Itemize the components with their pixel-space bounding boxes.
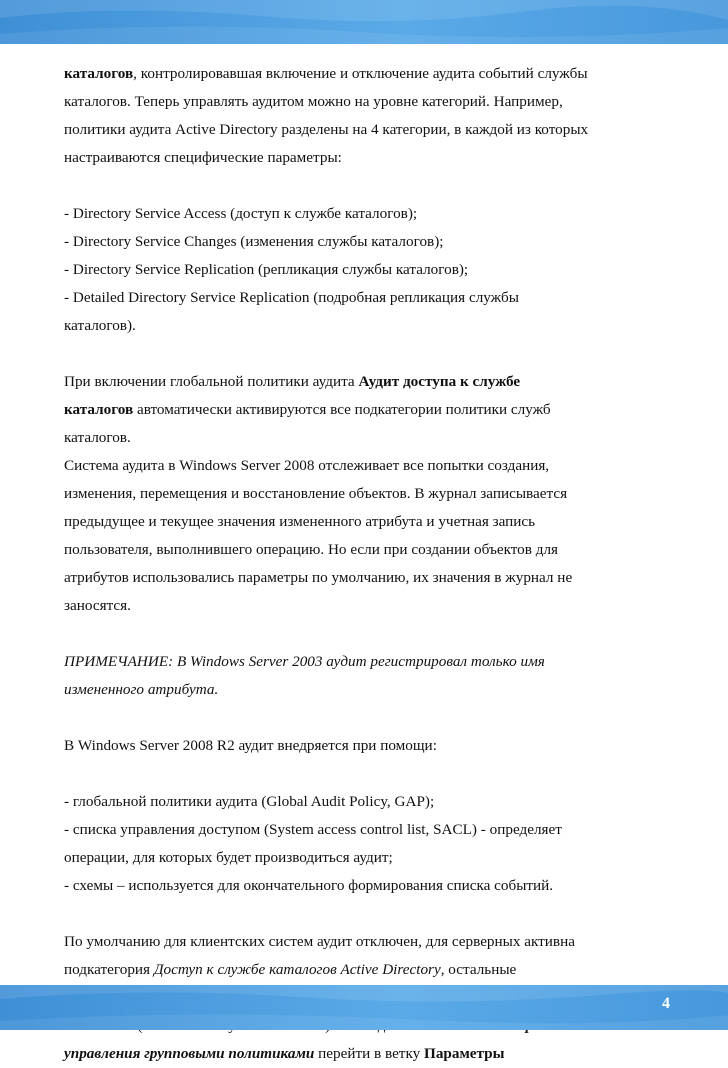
paragraph-line: каталогов, контролировавшая включение и отключение аудита событий службы [64,65,588,82]
footer-wave-decoration [0,985,728,1030]
category-item: - Detailed Directory Service Replication (подробная репликация службы [64,289,519,306]
paragraph-line: По умолчанию для клиентских систем аудит отключен, для серверных активна [64,933,575,950]
paragraph-line: настраиваются специфические параметры: [64,149,342,166]
list-item: - схемы – используется для окончательного формирования списка событий. [64,877,554,894]
category-item: каталогов). [64,317,136,334]
paragraph-line: В Windows Server 2008 R2 аудит внедряется при помощи: [64,737,437,754]
category-item: - Directory Service Changes (изменения службы каталогов); [64,233,444,250]
paragraph-line: политики аудита Active Directory разделены на 4 категории, в каждой из которых [64,121,589,138]
paragraph-line: управления групповыми политиками перейти в ветку Параметры [64,1045,505,1062]
list-item: операции, для которых будет производиться аудит; [64,849,393,866]
page-number: 4 [662,995,670,1012]
list-item: - глобальной политики аудита (Global Audit Policy, GAP); [64,793,435,810]
paragraph-line: атрибутов использовались параметры по умолчанию, их значения в журнал не [64,569,573,586]
category-item: - Directory Service Access (доступ к службе каталогов); [64,205,418,222]
paragraph-line: изменения, перемещения и восстановление объектов. В журнал записывается [64,485,568,502]
document-body [64,60,674,1068]
footer-band [0,985,728,1030]
paragraph-line: каталогов. Теперь управлять аудитом можно на уровне категорий. Например, [64,93,563,110]
paragraph-line: пользователя, выполнившего операцию. Но если при создании объектов для [64,541,559,558]
note-line: ПРИМЕЧАНИЕ: В Windows Server 2003 аудит регистрировал только имя [64,653,545,670]
paragraph-line: Система аудита в Windows Server 2008 отслеживает все попытки создания, [64,457,550,474]
header-band [0,0,728,44]
paragraph-line: предыдущее и текущее значения измененного атрибута и учетная запись [64,513,536,530]
note-line: измененного атрибута. [64,681,219,698]
paragraph-line: При включении глобальной политики аудита Аудит доступа к службе [64,373,521,390]
paragraph-line: каталогов. [64,429,131,446]
paragraph-line: подкатегория Доступ к службе каталогов Active Directory, остальные [64,961,517,978]
category-item: - Directory Service Replication (репликация службы каталогов); [64,261,469,278]
header-wave-decoration [0,0,728,44]
paragraph-line: заносятся. [64,597,131,614]
list-item: - списка управления доступом (System access control list, SACL) - определяет [64,821,562,838]
paragraph-line: каталогов автоматически активируются все подкатегории политики служб [64,401,551,418]
